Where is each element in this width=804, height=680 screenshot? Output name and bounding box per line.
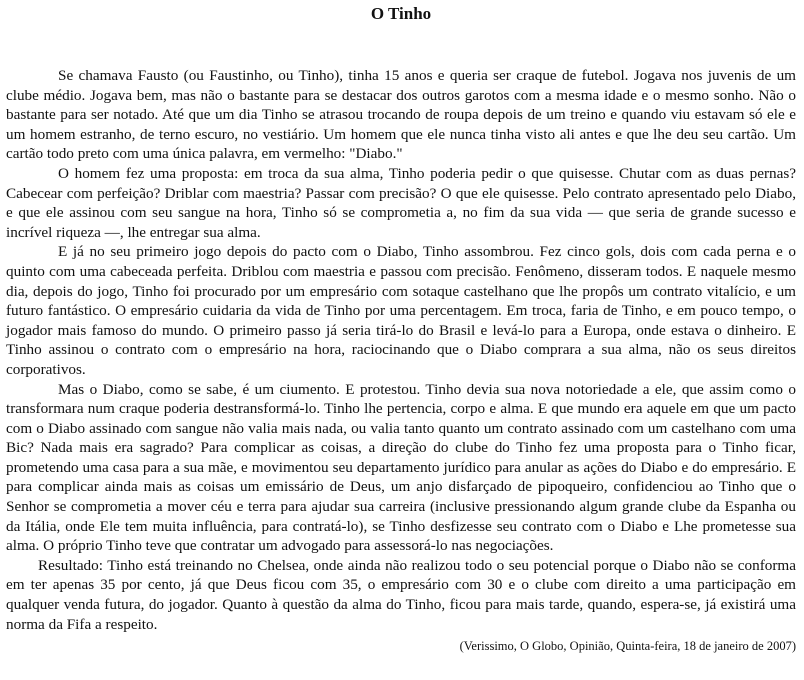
paragraph-3: E já no seu primeiro jogo depois do pacto com o Diabo, Tinho assombrou. Fez cinco gols, dois com cada perna e o quinto com uma cabeceada perfeita. Driblou com maestria e passou com precisão. Fenômeno, disseram todos. E naquele mesmo dia, depois do jogo, Tinho foi procurado por um empresário com sotaque castelhano que lhe propôs um contrato vitalício, e um futuro fantástico. O empresário cuidaria da vida de Tinho por uma percentagem. Em troca, faria de Tinho, e em pouco tempo, o jogador mais famoso do mundo. O primeiro passo já seria tirá-lo do Brasil e levá-lo para a Europa, onde estava o dinheiro. E Tinho assinou o contrato com o empresário na hora, raciocinando que o Diabo comprara a sua alma, não os seus direitos corporativos. xyxy=(6,243,796,378)
paragraph-2: O homem fez uma proposta: em troca da sua alma, Tinho poderia pedir o que quisesse. Chutar com as duas pernas? Cabecear com perfeição? Driblar com maestria? Passar com precisão? O que ele quisesse. Pelo contrato apresentado pelo Diabo, e que ele assinou com seu sangue na hora, Tinho só se comprometia a, no fim da sua vida — que seria de grande sucesso e incrível riqueza —, lhe entregar sua alma. xyxy=(6,164,796,241)
paragraph-4: Mas o Diabo, como se sabe, é um ciumento. E protestou. Tinho devia sua nova notoriedade a ele, que assim como o transformara num craque poderia destransformá-lo. Tinho lhe pertencia, corpo e alma. E que mundo era aquele em que um pacto com o Diabo assinado com sangue não valia mais nada, ou valia tanto quanto um contrato assinado com um castelhano com uma Bic? Nada mais era sagrado? Para complicar as coisas, a direção do clube do Tinho fez uma proposta para o Tinho ficar, prometendo uma casa para a sua mãe, e movimentou seu departamento jurídico para anular as ações do Diabo e do empresário. E para complicar ainda mais as coisas um emissário de Deus, um anjo disfarçado de pipoqueiro, confidenciou ao Tinho que o Senhor se comprometia a mover céu e terra para ajudar sua carreira (inclusive pressionando algum grande clube da Espanha ou da Itália, onde Ele tem muita influência, para contratá-lo), se Tinho desfizesse seu contrato com o Diabo e Lhe prometesse sua alma. O próprio Tinho teve que contratar um advogado para assessorá-lo nas negociações. xyxy=(6,380,796,555)
paragraph-5: Resultado: Tinho está treinando no Chelsea, onde ainda não realizou todo o seu potencial porque o Diabo não se conforma em ter apenas 35 por cento, já que Deus ficou com 35, o empresário com 30 e o clube com direito a uma participação em qualquer venda futura, do jogador. Quanto à questão da alma do Tinho, ficou para mais tarde, quando, espera-se, já existirá uma norma da Fifa a respeito. xyxy=(6,556,796,633)
paragraph-1: Se chamava Fausto (ou Faustinho, ou Tinho), tinha 15 anos e queria ser craque de futebol. Jogava nos juvenis de um clube médio. Jogava bem, mas não o bastante para se destacar dos outros garotos com a mesma idade e o mesmo sonho. Não o bastante para ser notado. Até que um dia Tinho se atrasou trocando de roupa depois de um treino e quando viu estavam só ele e um homem estranho, de terno escuro, no vestiário. Um homem que ele nunca tinha visto ali antes e que lhe deu seu cartão. Um cartão todo preto com uma única palavra, em vermelho: "Diabo." xyxy=(6,67,796,163)
document-title: O Tinho xyxy=(370,4,432,23)
source-citation: (Verissimo, O Globo, Opinião, Quinta-feira, 18 de janeiro de 2007) xyxy=(459,639,796,654)
